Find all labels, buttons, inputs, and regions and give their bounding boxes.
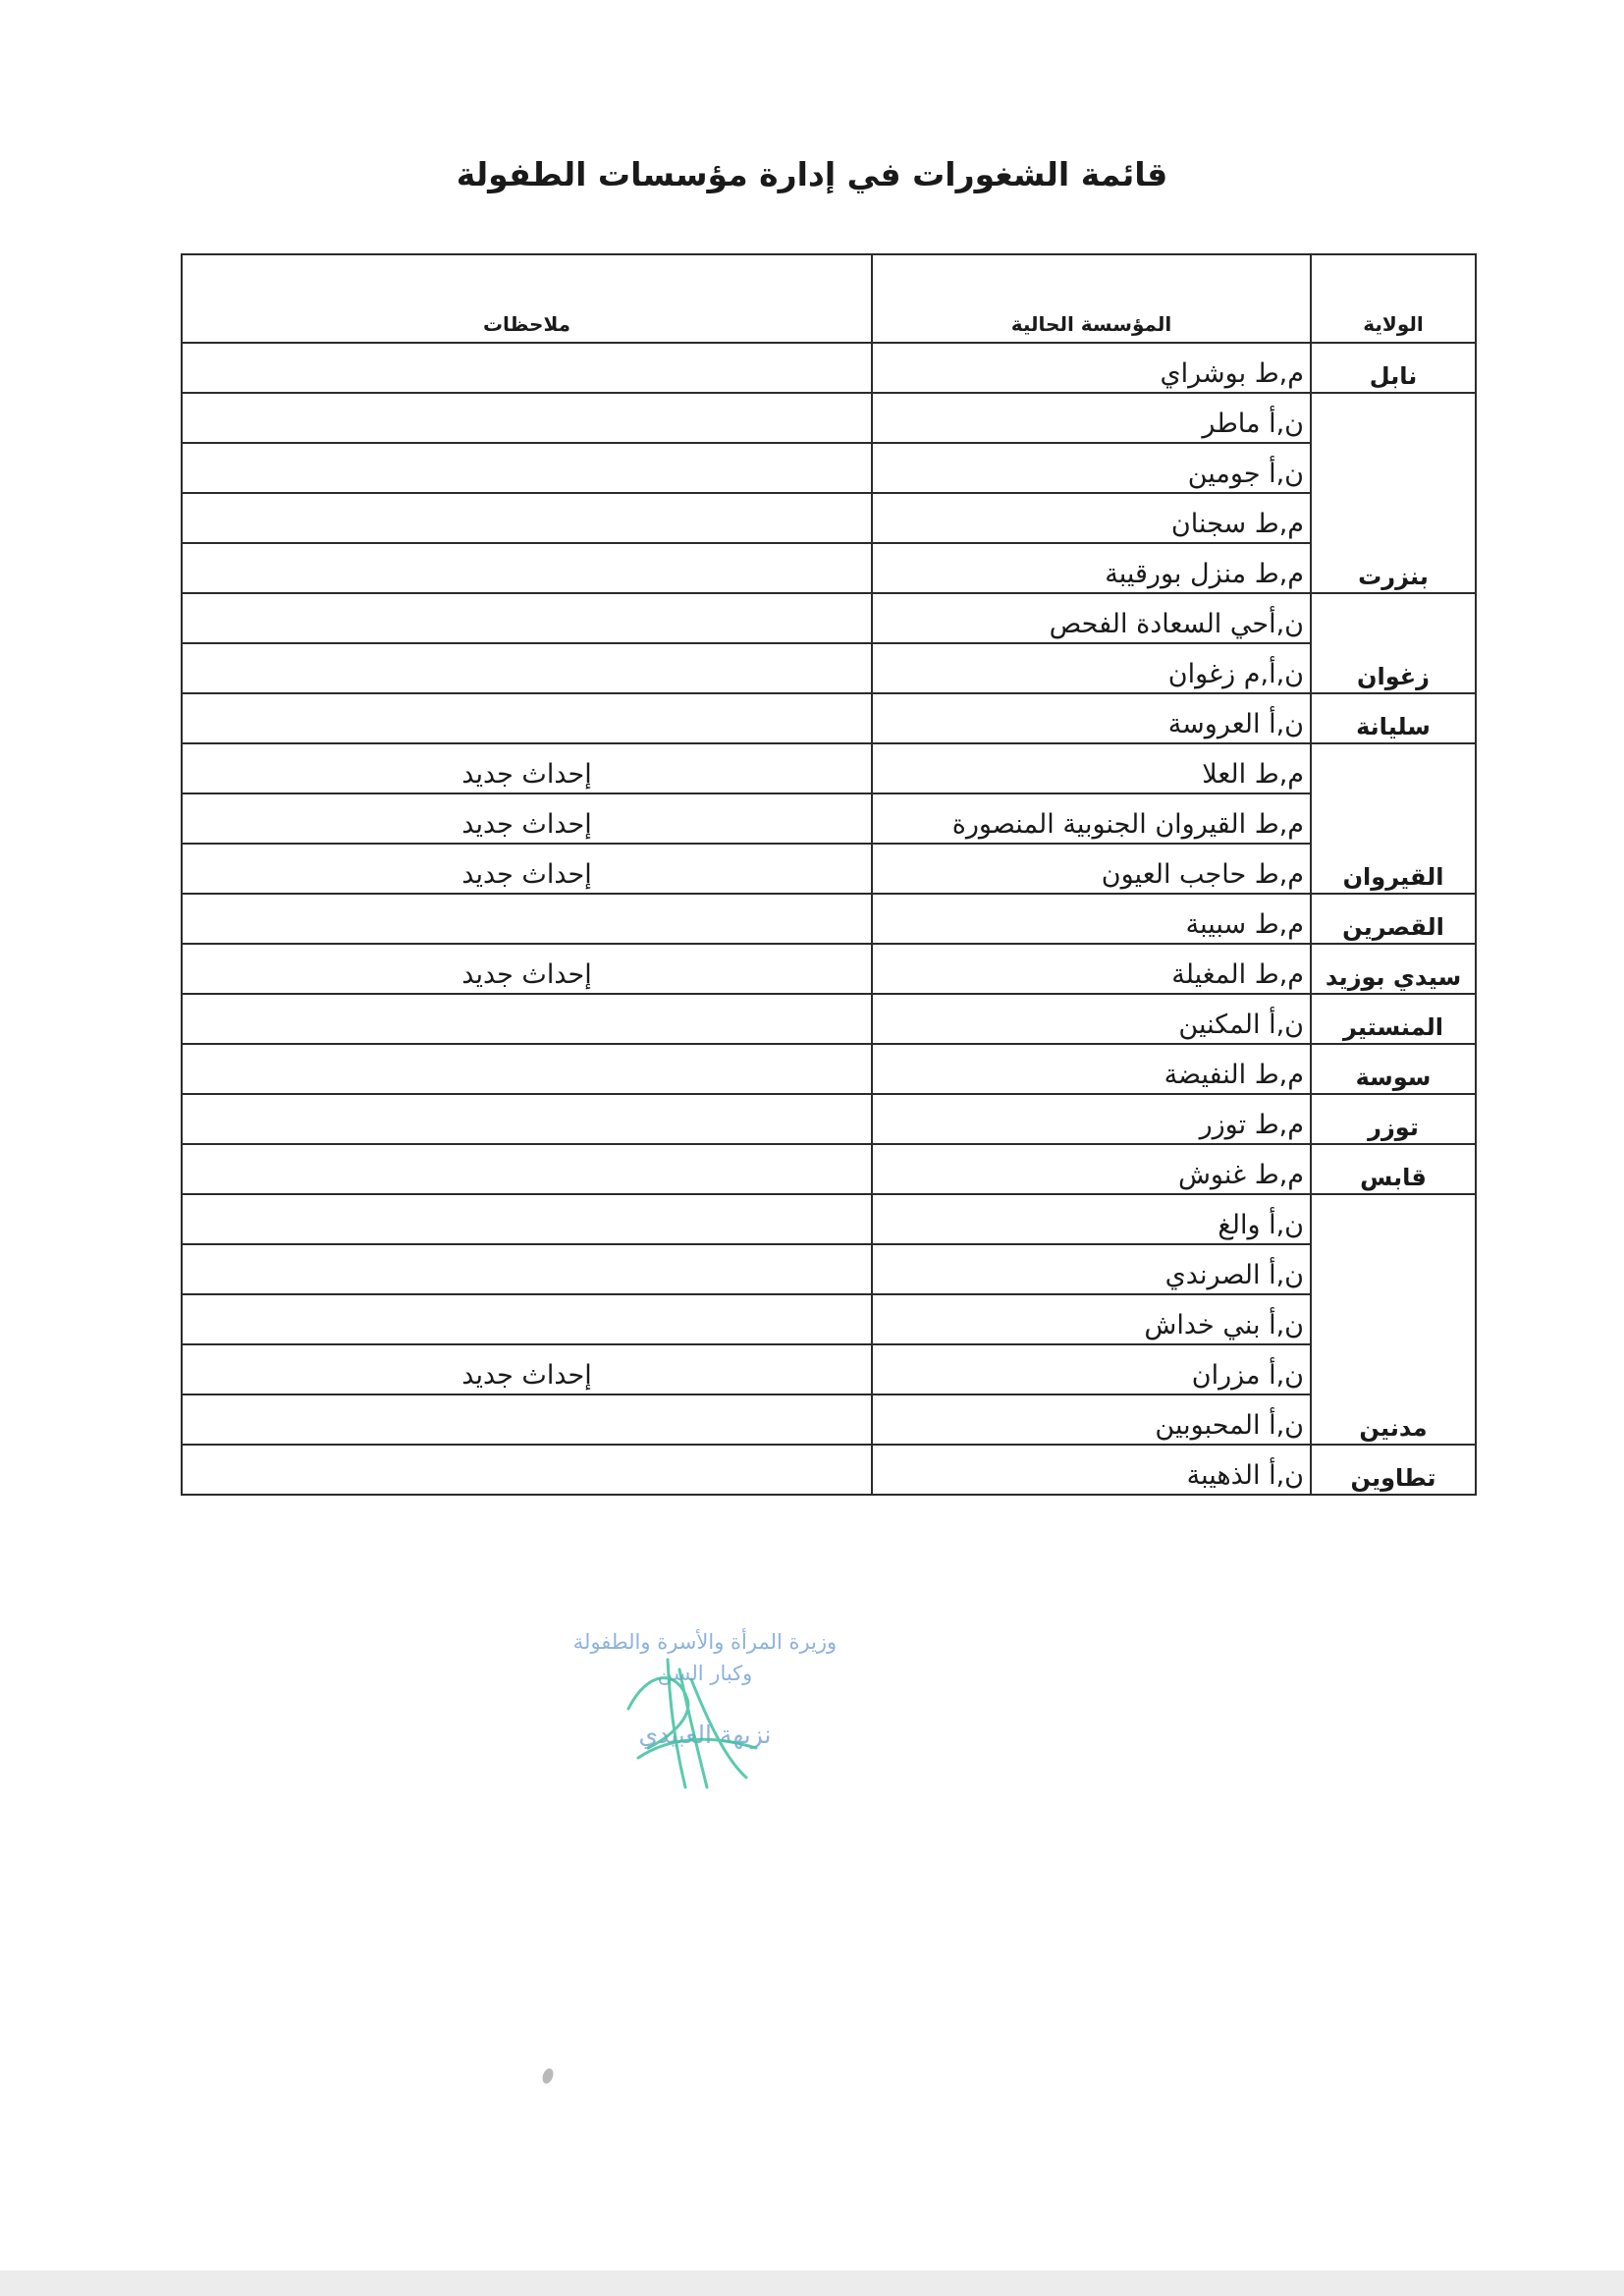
handwritten-signature — [609, 1640, 766, 1797]
table-row — [182, 844, 1476, 894]
institution-cell: م,ط سبيبة — [872, 894, 1311, 944]
table-row — [182, 944, 1476, 994]
note-cell — [182, 393, 872, 443]
note-cell — [182, 443, 872, 493]
institution-cell: م,ط سجنان — [872, 493, 1311, 543]
note-cell — [182, 1044, 872, 1094]
stamp-ministry-line-2: وكبار السن — [657, 1662, 753, 1685]
table-row — [182, 343, 1476, 393]
table-row — [182, 693, 1476, 743]
note-cell: إحداث جديد — [182, 1344, 872, 1394]
table-row — [182, 393, 1476, 443]
table-row — [182, 743, 1476, 793]
table-row — [182, 643, 1476, 693]
governorate-cell: سوسة — [1311, 1044, 1476, 1094]
note-cell: إحداث جديد — [182, 793, 872, 844]
institution-cell: ن,أ,م زغوان — [872, 643, 1311, 693]
header-institution: المؤسسة الحالية — [872, 254, 1311, 343]
note-cell: إحداث جديد — [182, 844, 872, 894]
governorate-cell: مدنين — [1311, 1194, 1476, 1445]
header-notes: ملاحظات — [182, 254, 872, 343]
institution-cell: م,ط منزل بورقيبة — [872, 543, 1311, 593]
institution-cell: ن,أ المحبوبين — [872, 1394, 1311, 1445]
note-cell — [182, 643, 872, 693]
scan-smudge — [541, 2067, 556, 2085]
note-cell — [182, 1394, 872, 1445]
note-cell — [182, 1445, 872, 1495]
institution-cell: ن,أ مزران — [872, 1344, 1311, 1394]
note-cell: إحداث جديد — [182, 944, 872, 994]
table-row — [182, 1044, 1476, 1094]
institution-cell: م,ط غنوش — [872, 1144, 1311, 1194]
note-cell — [182, 1294, 872, 1344]
table-row — [182, 1445, 1476, 1495]
institution-cell: ن,أ الصرندي — [872, 1244, 1311, 1294]
note-cell — [182, 693, 872, 743]
institution-cell: ن,أ ماطر — [872, 393, 1311, 443]
document-title: قائمة الشغورات في إدارة مؤسسات الطفولة — [456, 155, 1168, 193]
table-row — [182, 1144, 1476, 1194]
stamp-ministry-line: وزيرة المرأة والأسرة والطفولة — [572, 1630, 838, 1654]
table-row — [182, 543, 1476, 593]
governorate-cell: توزر — [1311, 1094, 1476, 1144]
note-cell — [182, 994, 872, 1044]
table-row — [182, 1194, 1476, 1244]
governorate-cell: قابس — [1311, 1144, 1476, 1194]
table-row — [182, 994, 1476, 1044]
table-row — [182, 443, 1476, 493]
governorate-cell: زغوان — [1311, 593, 1476, 693]
institution-cell: ن,أ المكنين — [872, 994, 1311, 1044]
governorate-cell: سيدي بوزيد — [1311, 944, 1476, 994]
note-cell — [182, 1194, 872, 1244]
note-cell: إحداث جديد — [182, 743, 872, 793]
scan-bottom-edge — [0, 2270, 1624, 2296]
governorate-cell: بنزرت — [1311, 393, 1476, 593]
institution-cell: م,ط توزر — [872, 1094, 1311, 1144]
note-cell — [182, 493, 872, 543]
governorate-cell: سليانة — [1311, 693, 1476, 743]
table-row — [182, 493, 1476, 543]
institution-cell: ن,أ العروسة — [872, 693, 1311, 743]
institution-cell: م,ط النفيضة — [872, 1044, 1311, 1094]
table-row — [182, 1244, 1476, 1294]
header-governorate: الولاية — [1311, 254, 1476, 343]
note-cell — [182, 593, 872, 643]
institution-cell: ن,أ الذهيبة — [872, 1445, 1311, 1495]
note-cell — [182, 1144, 872, 1194]
note-cell — [182, 543, 872, 593]
table-body — [182, 343, 1476, 1495]
note-cell — [182, 1094, 872, 1144]
institution-cell: ن,أحي السعادة الفحص — [872, 593, 1311, 643]
note-cell — [182, 343, 872, 393]
governorate-cell: تطاوين — [1311, 1445, 1476, 1495]
governorate-cell: القصرين — [1311, 894, 1476, 944]
table-row — [182, 1394, 1476, 1445]
institution-cell: ن,أ والغ — [872, 1194, 1311, 1244]
table-row — [182, 793, 1476, 844]
table-row — [182, 894, 1476, 944]
table-row — [182, 1294, 1476, 1344]
table-header-row — [182, 254, 1476, 343]
institution-cell: ن,أ جومين — [872, 443, 1311, 493]
institution-cell: م,ط القيروان الجنوبية المنصورة — [872, 793, 1311, 844]
institution-cell: م,ط العلا — [872, 743, 1311, 793]
institution-cell: م,ط بوشراي — [872, 343, 1311, 393]
vacancies-table — [181, 253, 1477, 1496]
institution-cell: ن,أ بني خداش — [872, 1294, 1311, 1344]
governorate-cell: القيروان — [1311, 743, 1476, 894]
note-cell — [182, 1244, 872, 1294]
governorate-cell: نابل — [1311, 343, 1476, 393]
institution-cell: م,ط حاجب العيون — [872, 844, 1311, 894]
stamp-minister-name: نزيهة العبيدي — [638, 1721, 772, 1749]
table-row — [182, 1344, 1476, 1394]
institution-cell: م,ط المغيلة — [872, 944, 1311, 994]
governorate-cell: المنستير — [1311, 994, 1476, 1044]
note-cell — [182, 894, 872, 944]
table-row — [182, 593, 1476, 643]
table-row — [182, 1094, 1476, 1144]
